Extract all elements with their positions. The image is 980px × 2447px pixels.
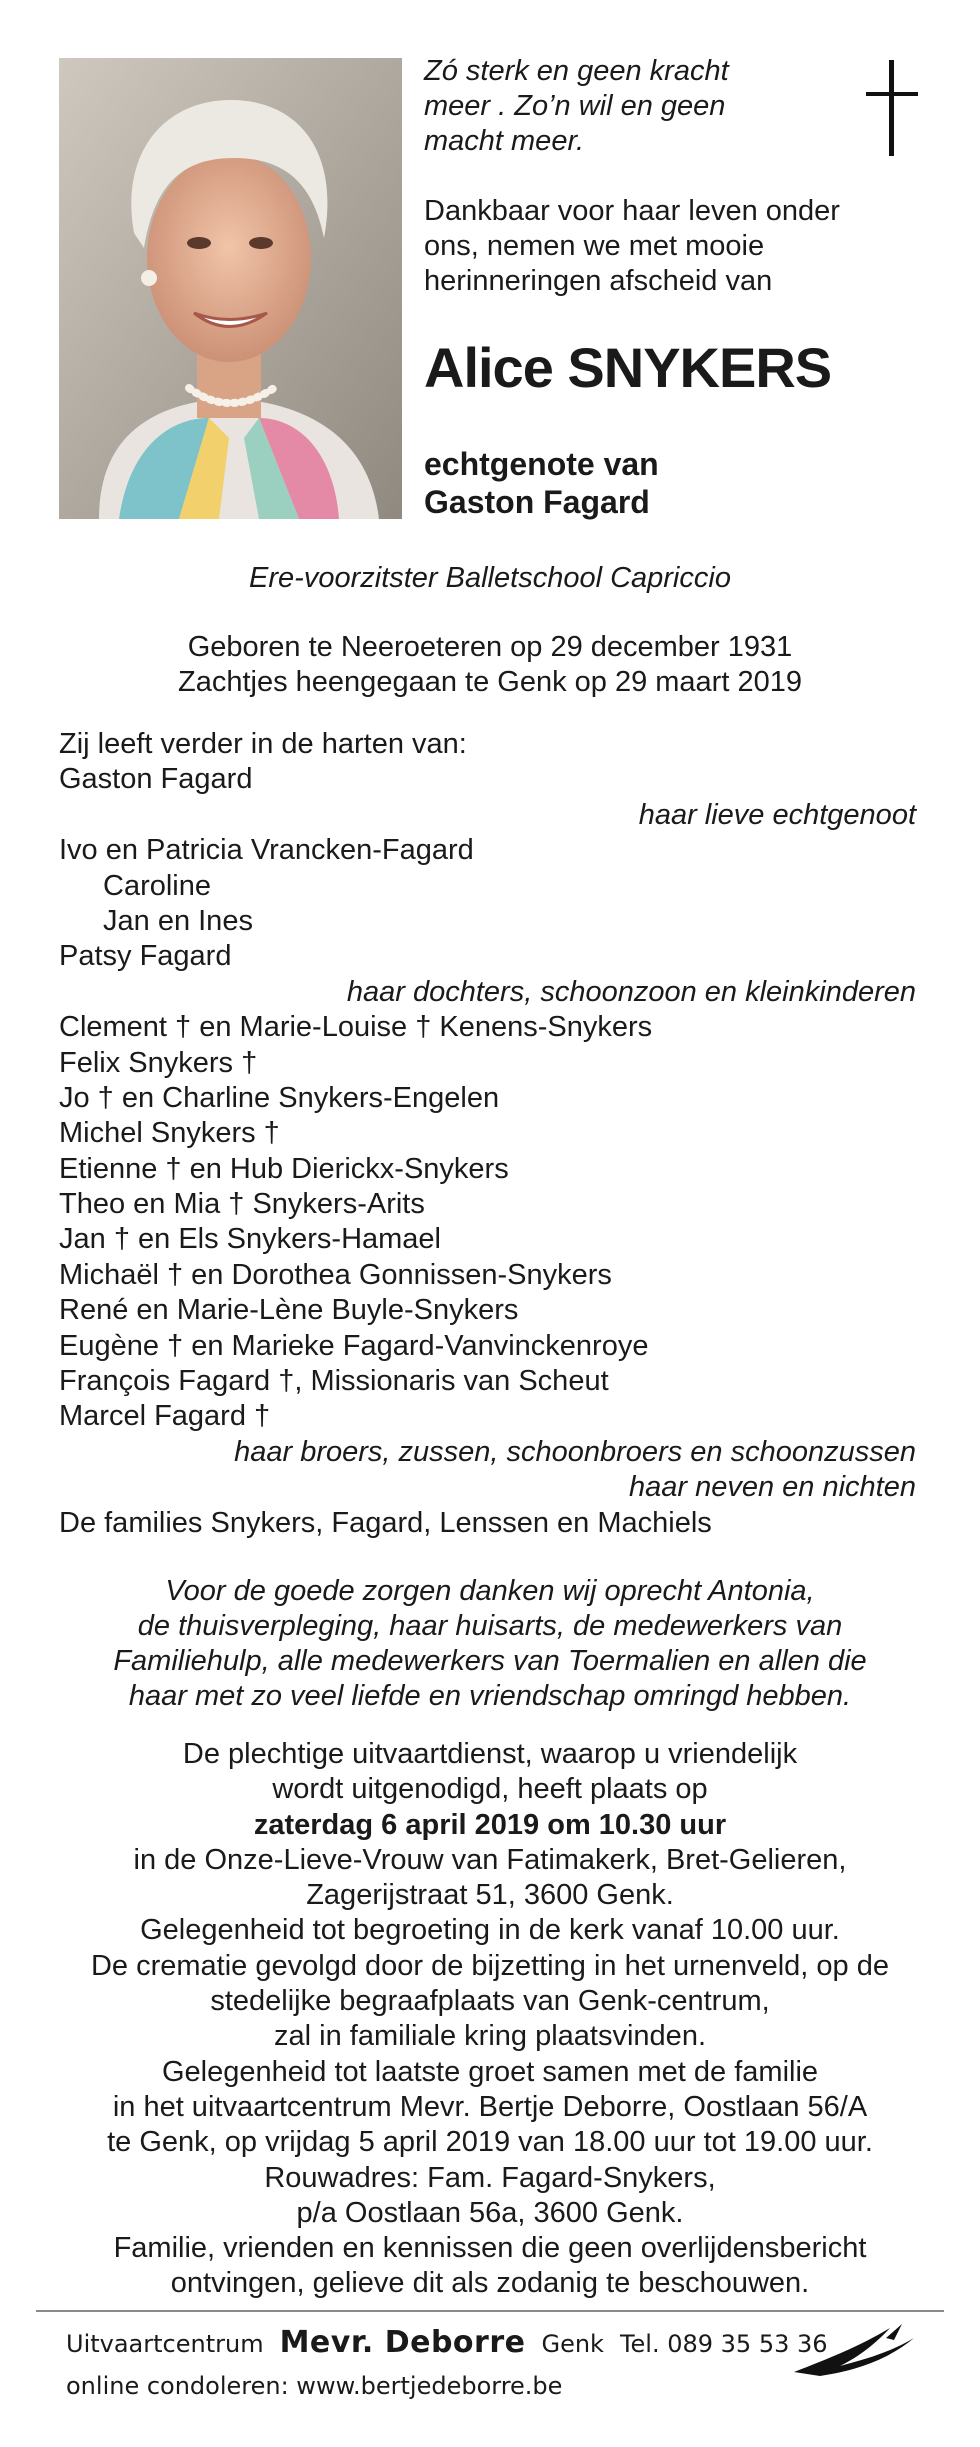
service-line: De crematie gevolgd door de bijzetting in het urnenveld, op de	[90, 1949, 889, 1982]
service-line: zal in familiale kring plaatsvinden.	[274, 2020, 706, 2053]
service-datetime: zaterdag 6 april 2019 om 10.30 uur	[253, 1808, 727, 1841]
service-line: te Genk, op vrijdag 5 april 2019 van 18.00 uur tot 19.00 uur.	[107, 2126, 873, 2159]
survivor-name: Felix Snykers †	[59, 1046, 258, 1079]
survivor-name: Theo en Mia † Snykers-Arits	[59, 1188, 425, 1221]
funeral-home-line	[66, 2322, 906, 2365]
thanks-block	[0, 1574, 980, 1714]
survivor-name: René en Marie-Lène Buyle-Snykers	[59, 1294, 519, 1327]
service-line: Rouwadres: Fam. Fagard-Snykers,	[264, 2161, 716, 2194]
thanks-line: haar met zo veel liefde en vriendschap omringd hebben.	[128, 1680, 852, 1712]
cross-icon	[862, 60, 922, 165]
survivor-name: Ivo en Patricia Vrancken-Fagard	[59, 834, 474, 867]
service-line: wordt uitgenodigd, heeft plaats op	[272, 1773, 708, 1806]
thanks-line: de thuisverpleging, haar huisarts, de medewerkers van	[137, 1610, 843, 1642]
life-dates	[0, 630, 980, 700]
service-line: Zagerijstraat 51, 3600 Genk.	[306, 1879, 674, 1912]
service-line: Gelegenheid tot begroeting in de kerk vanaf 10.00 uur.	[140, 1914, 840, 1947]
survivor-name: Jan † en Els Snykers-Hamael	[59, 1223, 441, 1256]
intro-text	[424, 194, 884, 299]
funeral-home-prefix: Uitvaartcentrum	[66, 2330, 264, 2358]
service-line: p/a Oostlaan 56a, 3600 Genk.	[296, 2196, 684, 2229]
survivor-name: Jan en Ines	[103, 904, 253, 937]
survivor-name: Jo † en Charline Snykers-Engelen	[59, 1081, 500, 1114]
service-line: in de Onze-Lieve-Vrouw van Fatimakerk, Bret-Gelieren,	[133, 1843, 847, 1876]
survivors-list	[59, 727, 921, 1541]
survivor-name: Clement † en Marie-Louise † Kenens-Snykers	[59, 1011, 653, 1044]
intro-line: herinneringen afscheid van	[424, 265, 773, 297]
online-condolence-link[interactable]: online condoleren: www.bertjedeborre.be	[66, 2372, 563, 2400]
honorary-title: Ere-voorzitster Balletschool Capriccio	[249, 562, 731, 594]
survivor-name: Marcel Fagard †	[59, 1400, 271, 1433]
poem-line: Zó sterk en geen kracht	[424, 55, 729, 87]
portrait-photo	[59, 58, 402, 519]
service-line: in het uitvaartcentrum Mevr. Bertje Deborre, Oostlaan 56/A	[112, 2090, 868, 2123]
relation-label: haar neven en nichten	[629, 1471, 916, 1504]
survivor-name: Michel Snykers †	[59, 1117, 280, 1150]
funeral-home-brand: Mevr. Deborre	[279, 2325, 526, 2360]
survivor-name: Michaël † en Dorothea Gonnissen-Snykers	[59, 1258, 612, 1291]
divider	[36, 2310, 944, 2312]
survivor-name: Zij leeft verder in de harten van:	[59, 728, 467, 760]
spouse-text	[424, 445, 844, 521]
footer	[66, 2322, 906, 2407]
survivor-name: Caroline	[103, 869, 211, 902]
thanks-line: Familiehulp, alle medewerkers van Toermalien en allen die	[113, 1645, 867, 1677]
deceased-name: Alice SNYKERS	[424, 336, 832, 399]
survivor-name: François Fagard †, Missionaris van Scheut	[59, 1365, 609, 1398]
service-line: Familie, vrienden en kennissen die geen overlijdensbericht	[113, 2232, 867, 2265]
funeral-home-phone[interactable]: Tel. 089 35 53 36	[619, 2330, 828, 2358]
spouse-line: Gaston Fagard	[424, 484, 650, 520]
birds-logo-icon	[790, 2318, 920, 2383]
survivor-name: Gaston Fagard	[59, 763, 253, 796]
relation-label: haar broers, zussen, schoonbroers en schoonzussen	[234, 1435, 916, 1468]
intro-line: Dankbaar voor haar leven onder	[424, 195, 840, 227]
survivor-name: Eugène † en Marieke Fagard-Vanvinckenroye	[59, 1329, 649, 1362]
service-line: Gelegenheid tot laatste groet samen met de familie	[161, 2055, 819, 2088]
service-line: De plechtige uitvaartdienst, waarop u vriendelijk	[182, 1738, 798, 1770]
relation-label: haar lieve echtgenoot	[638, 798, 916, 831]
service-line: ontvingen, gelieve dit als zodanig te beschouwen.	[170, 2267, 810, 2300]
survivor-name: Etienne † en Hub Dierickx-Snykers	[59, 1152, 509, 1185]
service-line: stedelijke begraafplaats van Genk-centrum,	[210, 1985, 770, 2018]
portrait-illustration	[59, 58, 402, 519]
survivor-name: De families Snykers, Fagard, Lenssen en Machiels	[59, 1506, 712, 1539]
birth-line: Geboren te Neeroeteren op 29 december 1931	[187, 631, 793, 663]
death-line: Zachtjes heengegaan te Genk op 29 maart 2019	[178, 666, 802, 698]
poem	[424, 54, 844, 159]
thanks-line: Voor de goede zorgen danken wij oprecht Antonia,	[165, 1575, 815, 1607]
funeral-home-city: Genk	[541, 2330, 604, 2358]
spouse-line: echtgenote van	[424, 446, 659, 482]
relation-label: haar dochters, schoonzoon en kleinkinderen	[346, 975, 916, 1008]
intro-line: ons, nemen we met mooie	[424, 230, 765, 262]
survivor-name: Patsy Fagard	[59, 940, 232, 973]
poem-line: macht meer.	[424, 125, 585, 157]
poem-line: meer . Zo’n wil en geen	[424, 90, 726, 122]
service-details	[0, 1737, 980, 2302]
